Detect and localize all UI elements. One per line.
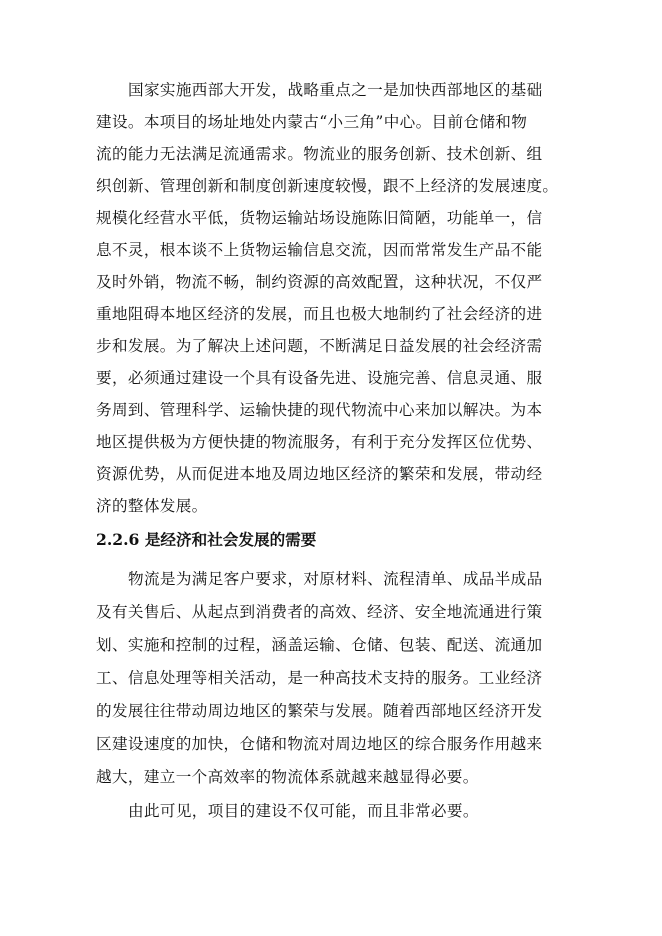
paragraph-line: 流的能力无法满足流通需求。物流业的服务创新、技术创新、组: [96, 145, 543, 163]
paragraph-line: 重地阻碍本地区经济的发展，而且也极大地制约了社会经济的进: [96, 305, 543, 323]
paragraph-line: 国家实施西部大开发，战略重点之一是加快西部地区的基础: [128, 81, 543, 99]
paragraph-line: 要，必须通过建设一个具有设备先进、设施完善、信息灵通、服: [96, 369, 543, 387]
paragraph-line: 地区提供极为方便快捷的物流服务，有利于充分发挥区位优势、: [96, 433, 543, 451]
section-heading: 2.2.6 是经济和社会发展的需要: [96, 530, 317, 549]
paragraph-line: 物流是为满足客户要求，对原材料、流程清单、成品半成品: [128, 570, 543, 588]
paragraph-line: 越大，建立一个高效率的物流体系就越来越显得必要。: [96, 768, 479, 786]
paragraph-line: 济的整体发展。: [96, 497, 208, 515]
paragraph-line: 的发展往往带动周边地区的繁荣与发展。随着西部地区经济开发: [96, 702, 543, 720]
paragraph-line: 资源优势，从而促进本地及周边地区经济的繁荣和发展，带动经: [96, 465, 543, 483]
paragraph-line: 建设。本项目的场址地处内蒙古“小三角”中心。目前仓储和物: [96, 113, 528, 131]
paragraph-line: 息不灵，根本谈不上货物运输信息交流，因而常常发生产品不能: [96, 241, 543, 259]
paragraph-line: 规模化经营水平低，货物运输站场设施陈旧简陋，功能单一，信: [96, 209, 543, 227]
paragraph-line: 及时外销，物流不畅，制约资源的高效配置，这种状况，不仅严: [96, 273, 543, 291]
paragraph-line: 由此可见，项目的建设不仅可能，而且非常必要。: [128, 802, 479, 820]
paragraph-line: 工、信息处理等相关活动，是一种高技术支持的服务。工业经济: [96, 669, 543, 687]
paragraph-line: 及有关售后、从起点到消费者的高效、经济、安全地流通进行策: [96, 603, 543, 621]
paragraph-line: 步和发展。为了解决上述问题，不断满足日益发展的社会经济需: [96, 337, 543, 355]
paragraph-line: 区建设速度的加快，仓储和物流对周边地区的综合服务作用越来: [96, 735, 543, 753]
paragraph-line: 务周到、管理科学、运输快捷的现代物流中心来加以解决。为本: [96, 401, 543, 419]
paragraph-line: 织创新、管理创新和制度创新速度较慢，跟不上经济的发展速度。: [96, 177, 559, 195]
paragraph-line: 划、实施和控制的过程，涵盖运输、仓储、包装、配送、流通加: [96, 636, 543, 654]
